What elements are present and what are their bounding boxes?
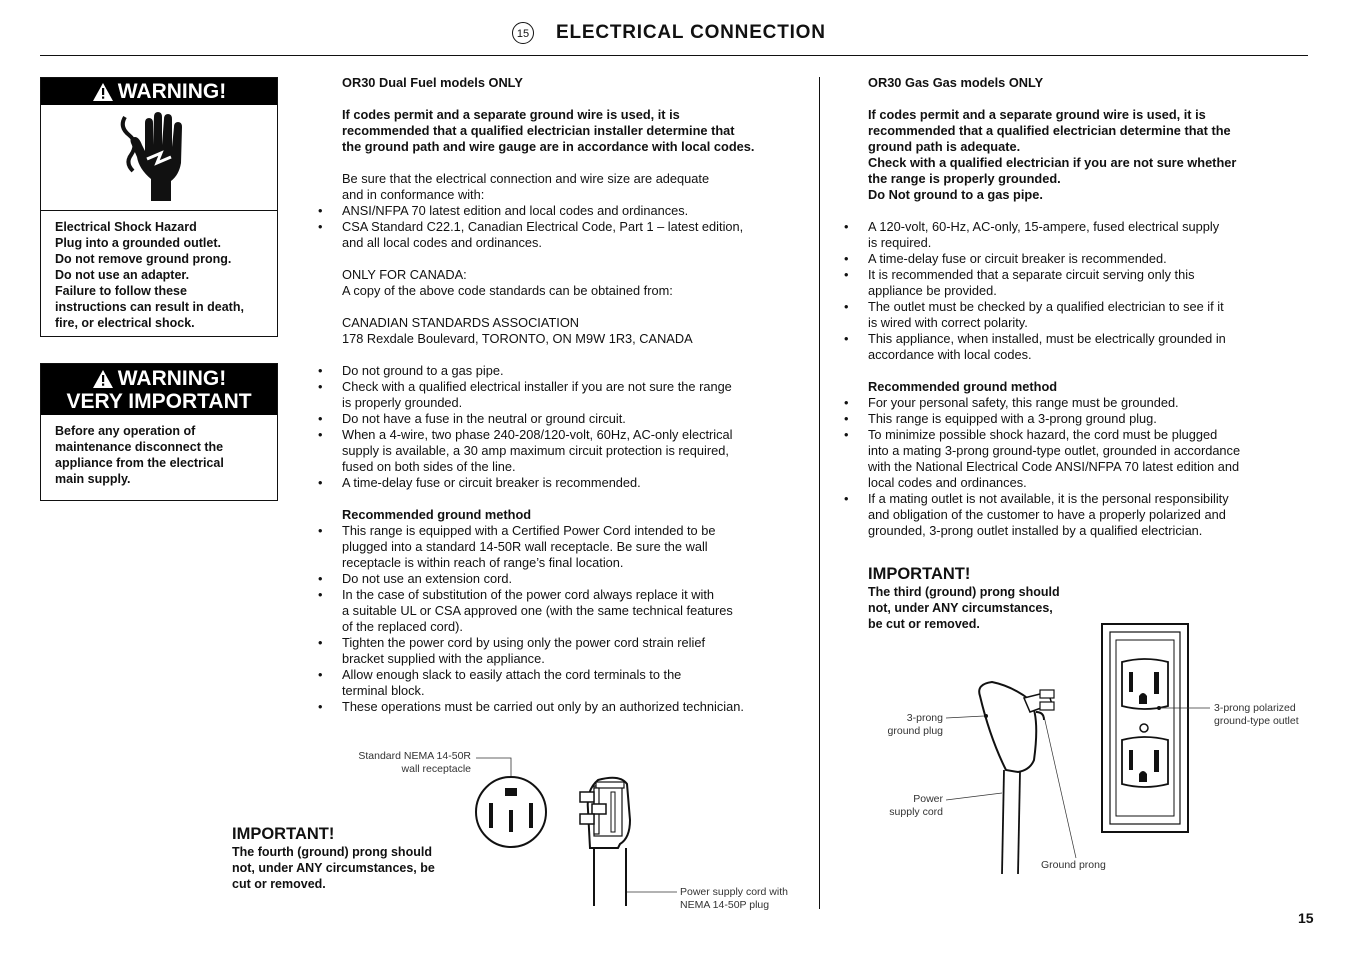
ground-prong-label: Ground prong (1041, 859, 1106, 871)
text-line: • A 120-volt, 60-Hz, AC-only, 15-ampere, fused electrical supply (868, 219, 1220, 234)
text-line: • For your personal safety, this range must be grounded. (868, 395, 1179, 410)
plug-cord-label (680, 886, 788, 912)
list-item (342, 379, 812, 411)
page-title: ELECTRICAL CONNECTION (556, 22, 826, 43)
disconnect-warning-text (41, 415, 277, 493)
text-line: is properly grounded. (342, 395, 463, 410)
nema-14-50p-plug (580, 778, 630, 906)
label-line: 3-prong polarized (1214, 702, 1296, 714)
text-line: a suitable UL or CSA approved one (with the same technical features (342, 603, 733, 618)
receptacle-label (330, 750, 471, 776)
three-prong-outlet (1102, 624, 1188, 832)
warning-line: Plug into a grounded outlet. (55, 236, 221, 250)
text-line: and obligation of the customer to have a properly polarized and (868, 507, 1226, 522)
list-item (868, 299, 1308, 331)
bold-line: recommended that a qualified electrician determine that the (868, 123, 1231, 138)
warning-line: fire, or electrical shock. (55, 316, 195, 330)
subheading: Recommended ground method (868, 379, 1058, 394)
bold-line: If codes permit and a separate ground wire is used, it is (342, 107, 680, 122)
safety-bullets (342, 363, 812, 491)
bold-line: If codes permit and a separate ground wire is used, it is (868, 107, 1206, 122)
page-number: 15 (1298, 910, 1314, 926)
electric-shock-hand-icon (117, 109, 197, 205)
list-item (342, 571, 812, 587)
text-line: • Check with a qualified electrical installer if you are not sure the range (342, 379, 732, 394)
important-title: IMPORTANT! (868, 565, 971, 583)
text-line: and in conformance with: (342, 187, 485, 202)
list-item (868, 219, 1308, 251)
text-line: fused on both sides of the line. (342, 459, 516, 474)
important-line: The fourth (ground) prong should (232, 845, 432, 859)
text-line: • It is recommended that a separate circuit serving only this (868, 267, 1195, 282)
important-line: be cut or removed. (868, 617, 980, 631)
warning-triangle-icon (92, 82, 114, 102)
label-line: supply cord (889, 806, 943, 818)
text-line: • Allow enough slack to easily attach the cord terminals to the (342, 667, 682, 682)
text-line: is required. (868, 235, 932, 250)
code-bullets (342, 203, 812, 251)
important-line: The third (ground) prong should (868, 585, 1060, 599)
list-item (868, 251, 1308, 267)
important-line: cut or removed. (232, 877, 326, 891)
nema-14-50r-receptacle (476, 777, 546, 847)
list-item (342, 667, 812, 699)
text-line: • This range is equipped with a Certified Power Cord intended to be (342, 523, 716, 538)
list-item (342, 699, 812, 715)
text-line: bracket supplied with the appliance. (342, 651, 545, 666)
text-line: • Do not ground to a gas pipe. (342, 363, 504, 378)
label-line: ground-type outlet (1214, 715, 1299, 727)
text-line: • In the case of substitution of the power cord always replace it with (342, 587, 715, 602)
list-item (868, 331, 1308, 363)
warning-title: WARNING! (117, 367, 227, 390)
text-line: • Do not have a fuse in the neutral or ground circuit. (342, 411, 626, 426)
shock-warning-box (40, 77, 278, 337)
page-number-circle: 15 (512, 22, 534, 44)
ground-plug-label (860, 712, 943, 738)
text-line: and all local codes and ordinances. (342, 235, 542, 250)
three-prong-figure (940, 620, 1215, 875)
text-line: grounded, 3-prong outlet installed by a qualified electrician. (868, 523, 1203, 538)
text-line: • Do not use an extension cord. (342, 571, 513, 586)
supply-bullets (868, 219, 1308, 363)
text-line: terminal block. (342, 683, 425, 698)
text-line: • A time-delay fuse or circuit breaker is recommended. (868, 251, 1167, 266)
text-line: • ANSI/NFPA 70 latest edition and local codes and ordinances. (342, 203, 689, 218)
important-line: not, under ANY circumstances, (868, 601, 1053, 615)
section-heading: OR30 Gas Gas models ONLY (868, 75, 1044, 90)
text-line: • When a 4-wire, two phase 240-208/120-volt, 60Hz, AC-only electrical (342, 427, 733, 442)
list-item (342, 427, 812, 475)
text-line: supply is available, a 30 amp maximum circuit protection is required, (342, 443, 729, 458)
text-line: local codes and ordinances. (868, 475, 1027, 490)
important-note-1 (232, 825, 435, 892)
label-line: ground plug (887, 725, 943, 737)
power-cord-label (860, 793, 943, 819)
text-line: CANADIAN STANDARDS ASSOCIATION (342, 315, 580, 330)
text-line: Be sure that the electrical connection and wire size are adequate (342, 171, 710, 186)
warning-line: main supply. (55, 472, 131, 486)
list-item (342, 411, 812, 427)
text-line: • This appliance, when installed, must be electrically grounded in (868, 331, 1226, 346)
label-line: Standard NEMA 14-50R (358, 750, 471, 762)
bold-line: ground path is adequate. (868, 139, 1021, 154)
label-line: 3-prong (906, 712, 943, 724)
warning-subtitle: VERY IMPORTANT (66, 390, 252, 413)
list-item (868, 491, 1308, 539)
text-line: ONLY FOR CANADA: (342, 267, 467, 282)
list-item (868, 411, 1308, 427)
text-line: is wired with correct polarity. (868, 315, 1028, 330)
disconnect-warning-box (40, 363, 278, 501)
text-line: receptacle is within reach of range’s final location. (342, 555, 624, 570)
list-item (868, 427, 1308, 491)
warning-line: instructions can result in death, (55, 300, 244, 314)
text-line: plugged into a standard 14-50R wall receptacle. Be sure the wall (342, 539, 708, 554)
ground-bullets (342, 523, 812, 715)
warning-header (41, 364, 277, 415)
bold-line: recommended that a qualified electrician installer determine that (342, 123, 735, 138)
ground-bullets (868, 395, 1308, 539)
text-line: into a mating 3-prong ground-type outlet, grounded in accordance (868, 443, 1241, 458)
receptacle-leader-line (476, 758, 511, 778)
warning-triangle-icon (92, 369, 114, 389)
text-line: • These operations must be carried out only by an authorized technician. (342, 699, 744, 714)
header-divider (40, 55, 1308, 56)
warning-line: Do not remove ground prong. (55, 252, 232, 266)
important-title: IMPORTANT! (232, 825, 335, 843)
list-item (868, 395, 1308, 411)
warning-line: Electrical Shock Hazard (55, 220, 197, 234)
warning-line: Failure to follow these (55, 284, 187, 298)
warning-line: maintenance disconnect the (55, 440, 224, 454)
dual-fuel-section (342, 75, 812, 715)
warning-line: Do not use an adapter. (55, 268, 190, 282)
text-line: • To minimize possible shock hazard, the cord must be plugged (868, 427, 1218, 442)
subheading: Recommended ground method (342, 507, 532, 522)
warning-line: Before any operation of (55, 424, 196, 438)
list-item (342, 219, 812, 251)
list-item (342, 587, 812, 635)
warning-line: appliance from the electrical (55, 456, 224, 470)
list-item (342, 475, 812, 491)
label-line: NEMA 14-50P plug (680, 899, 770, 911)
three-prong-plug (979, 682, 1054, 874)
text-line: • A time-delay fuse or circuit breaker is recommended. (342, 475, 641, 490)
text-line: • CSA Standard C22.1, Canadian Electrical Code, Part 1 – latest edition, (342, 219, 744, 234)
text-line: accordance with local codes. (868, 347, 1032, 362)
list-item (342, 203, 812, 219)
label-line: Power supply cord with (680, 886, 788, 898)
bold-line: Check with a qualified electrician if you are not sure whether (868, 155, 1237, 170)
text-line: of the replaced cord). (342, 619, 463, 634)
column-divider (819, 77, 820, 909)
nema-14-50-figure (470, 748, 680, 910)
shock-warning-text (41, 211, 277, 337)
list-item (342, 363, 812, 379)
label-line: Power (913, 793, 943, 805)
important-line: not, under ANY circumstances, be (232, 861, 435, 875)
warning-title: WARNING! (117, 80, 227, 103)
list-item (342, 523, 812, 571)
text-line: 178 Rexdale Boulevard, TORONTO, ON M9W 1R3, CANADA (342, 331, 693, 346)
bold-line: the ground path and wire gauge are in accordance with local codes. (342, 139, 755, 154)
text-line: with the National Electrical Code ANSI/NFPA 70 latest edition and (868, 459, 1240, 474)
section-heading: OR30 Dual Fuel models ONLY (342, 75, 523, 90)
text-line: • The outlet must be checked by a qualified electrician to see if it (868, 299, 1224, 314)
bold-line: Do Not ground to a gas pipe. (868, 187, 1043, 202)
text-line: appliance be provided. (868, 283, 997, 298)
list-item (342, 635, 812, 667)
text-line: A copy of the above code standards can be obtained from: (342, 283, 673, 298)
bold-line: the range is properly grounded. (868, 171, 1061, 186)
gas-section (868, 75, 1308, 539)
label-line: wall receptacle (401, 763, 471, 775)
shock-hazard-image-area (41, 105, 277, 211)
warning-header (41, 78, 277, 105)
text-line: • If a mating outlet is not available, it is the personal responsibility (868, 491, 1229, 506)
text-line: • This range is equipped with a 3-prong ground plug. (868, 411, 1157, 426)
text-line: • Tighten the power cord by using only the power cord strain relief (342, 635, 706, 650)
outlet-label (1214, 702, 1299, 728)
list-item (868, 267, 1308, 299)
